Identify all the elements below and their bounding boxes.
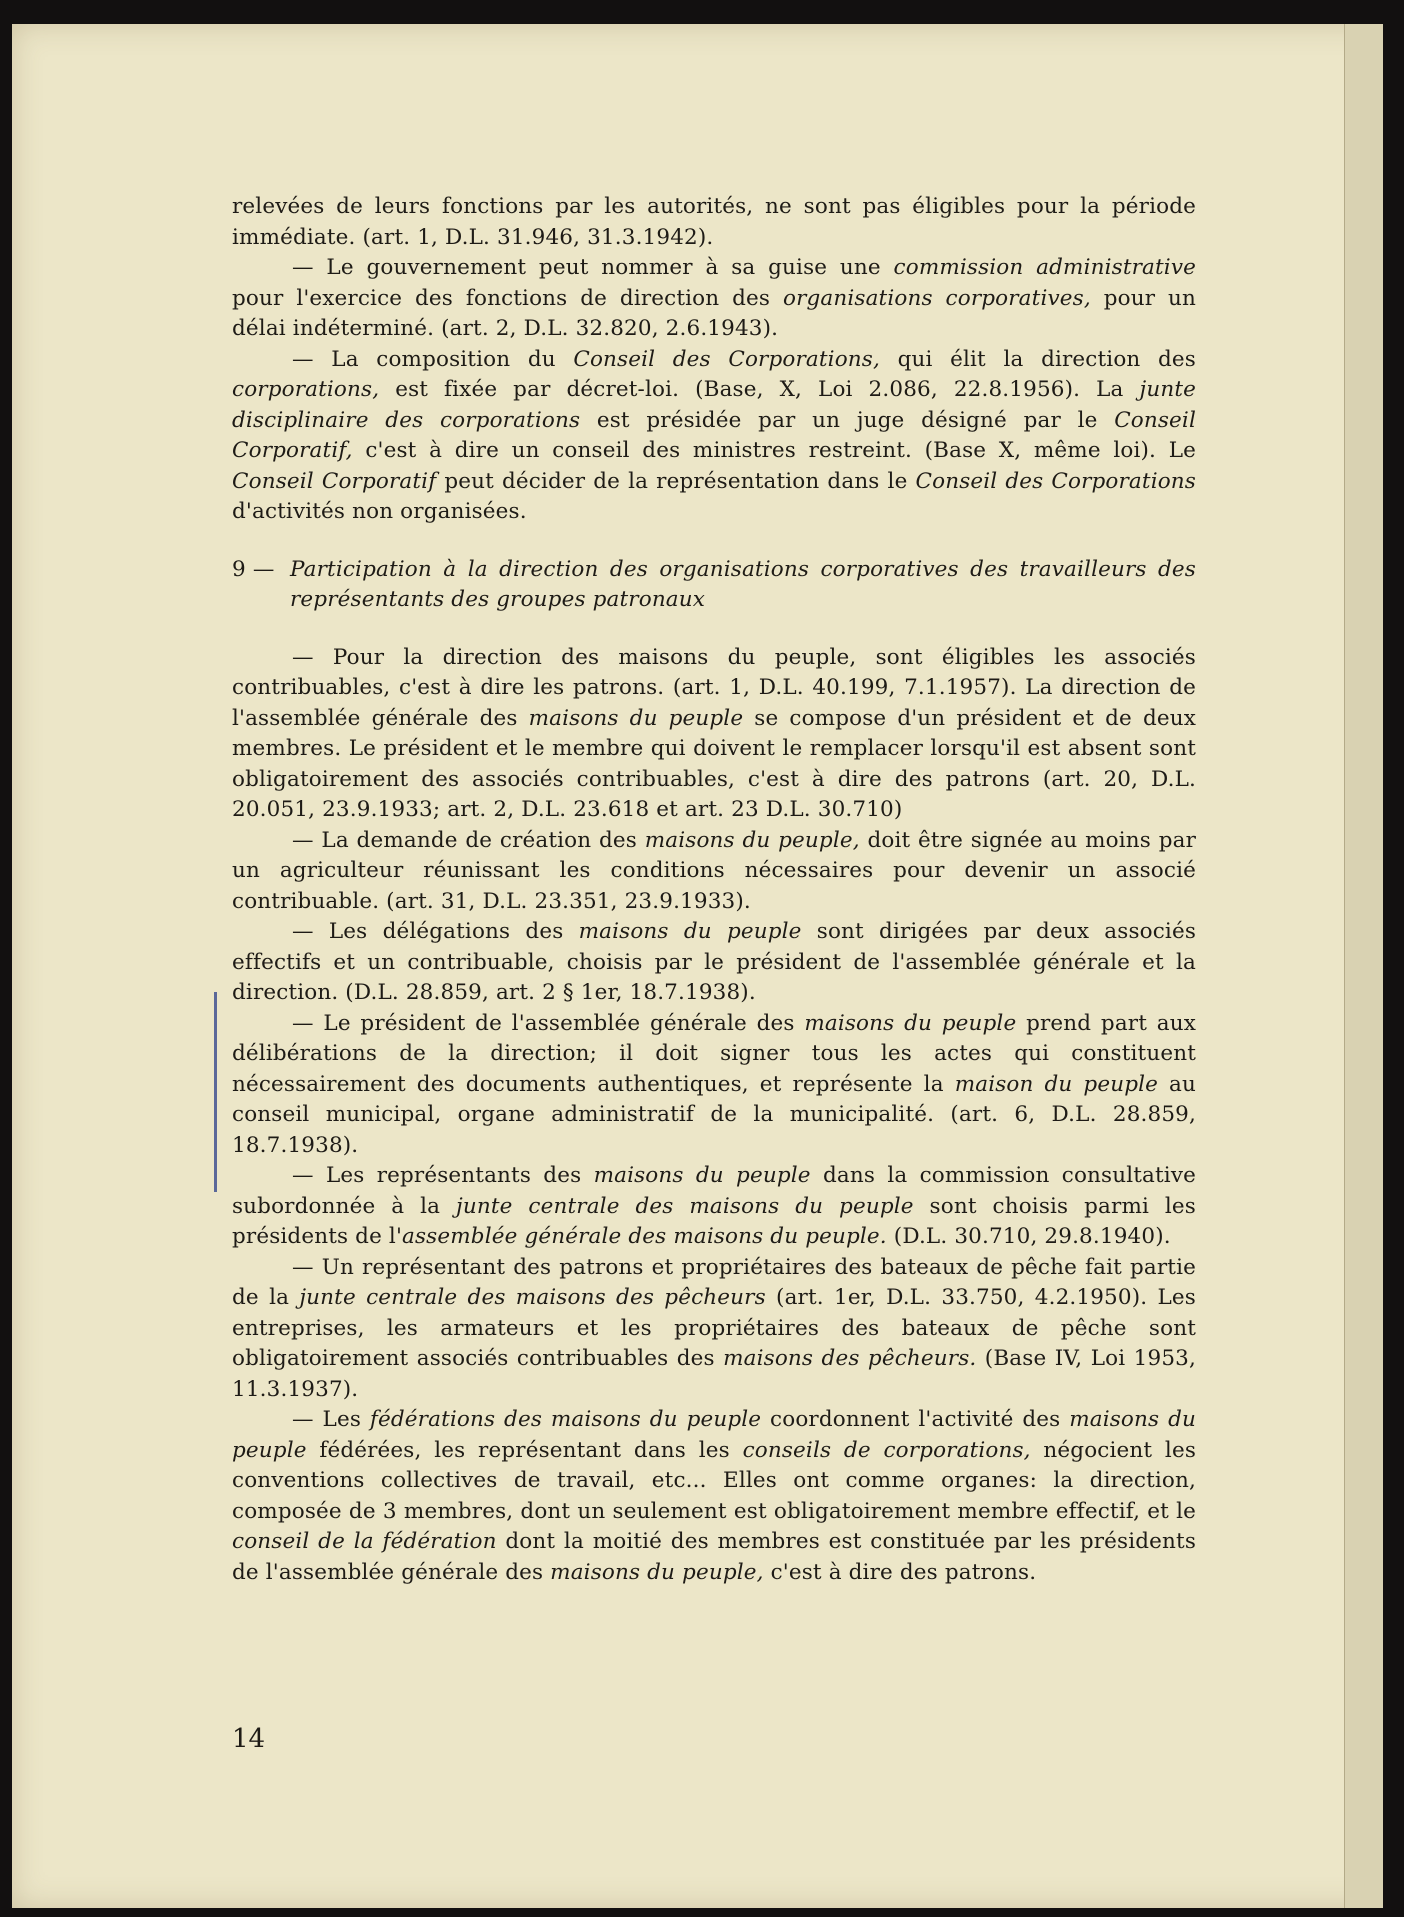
text-run: — Un représentant des patrons et propriétaires des bateaux de pêche fait partie de la [232,1254,1196,1310]
italic-term: corporations, [232,377,380,402]
text-run: négocient les conventions collectives de travail, etc... Elles ont comme organes: la direction, composée de 3 membres, dont un seulement est obligatoirement membre effectif, et le [232,1437,1197,1524]
text-run: — La demande de création des [292,827,645,853]
italic-term: Conseil Corporatif, [232,407,1196,463]
text-run: — La composition du [292,346,574,372]
italic-term: fédérations des maisons du peuple [369,1407,762,1432]
text-run: relevées de leurs fonctions par les autorités, ne sont pas éligibles pour la période immédiate. (art. 1, D.L. 31.946, 31.3.1942). [232,194,1196,250]
text-run: — Les [292,1407,370,1432]
text-run: est présidée par un juge désigné par le [580,407,1115,433]
text-run: doit être signée au moins par un agriculteur réunissant les conditions nécessaires pour devenir un associé contribuable. (art. 31, D.L. 23.351, 23.9.1933). [232,827,1196,914]
text-run: c'est à dire des patrons. [763,1559,1037,1585]
paragraphs-bottom [232,643,1196,1589]
text-run: — Les représentants des [292,1163,594,1188]
text-run: est fixée par décret-loi. (Base, X, Loi 2.086, 22.8.1956). La [379,377,1140,402]
section-heading [232,555,1196,616]
section-number: 9 — [232,556,275,582]
italic-term: conseil de la fédération [232,1529,497,1554]
italic-term: Conseil des Corporations [915,468,1196,494]
paragraph [232,253,1196,345]
italic-term: assemblée générale des maisons du peuple. [402,1224,887,1249]
italic-term: conseils de corporations, [742,1437,1031,1463]
margin-pen-mark [214,992,217,1192]
italic-term: maisons du peuple [528,705,744,731]
text-run: sont choisis parmi les présidents de l' [232,1193,1196,1249]
italic-term: maisons du peuple, [644,827,860,853]
paragraphs-top [232,192,1196,528]
text-run: c'est à dire un conseil des ministres restreint. (Base X, même loi). Le [352,438,1196,463]
text-run: d'activités non organisées. [232,499,527,524]
paragraph [232,1161,1196,1253]
text-run: fédérées, les représentant dans les [306,1437,743,1463]
text-run: sont dirigées par deux associés effectifs et un contribuable, choisis par le président de l'assemblée générale et la direction. (D.L. 28.859, art. 2 § 1er, 18.7.1938). [232,919,1197,1005]
page-number: 14 [232,1724,266,1754]
italic-term: commission administrative [893,255,1196,280]
paragraph [232,192,1196,253]
paragraph [232,643,1196,826]
text-run: qui élit la direction des [879,346,1196,372]
paragraph [232,345,1196,528]
next-page-edge [1344,24,1383,1908]
text-run: pour un délai indéterminé. (art. 2, D.L. 32.820, 2.6.1943). [232,285,1197,341]
italic-term: maisons des pêcheurs. [723,1346,977,1371]
paragraph [232,917,1196,1009]
text-run: pour l'exercice des fonctions de direction des [232,285,783,311]
italic-term: maison du peuple [954,1071,1159,1097]
text-run: peut décider de la représentation dans le [436,468,916,494]
paragraph [232,1405,1196,1588]
italic-term: maisons du peuple, [550,1559,764,1585]
italic-term: junte centrale des maisons des pêcheurs [299,1285,766,1310]
italic-term: Conseil des Corporations, [573,346,880,372]
text-run: dans la commission consultative subordonnée à la [232,1163,1196,1219]
text-run: — Les délégations des [292,919,579,944]
text-run: au conseil municipal, organe administratif de la municipalité. (art. 6, D.L. 28.859, 18.7.1938). [232,1071,1197,1158]
text-run: (D.L. 30.710, 29.8.1940). [886,1224,1171,1249]
paragraph [232,1009,1196,1162]
paragraph [232,826,1196,918]
italic-term: maisons du peuple [232,1407,1196,1463]
text-run: dont la moitié des membres est constituée par les présidents de l'assemblée générale des [232,1529,1197,1585]
text-run: — Le président de l'assemblée générale des [292,1010,805,1036]
body-text [232,192,1196,1588]
section-title: Participation à la direction des organisations corporatives des travailleurs des représentants des groupes patronaux [290,556,1196,612]
italic-term: Conseil Corporatif [232,468,437,494]
italic-term: junte centrale des maisons du peuple [456,1193,914,1219]
italic-term: organisations corporatives, [782,285,1091,311]
paragraph [232,1253,1196,1406]
text-run: coordonnent l'activité des [761,1407,1070,1432]
text-run: (art. 1er, D.L. 33.750, 4.2.1950). Les entreprises, les armateurs et les propriétaires des bateaux de pêche sont obligatoirement associés contribuables des [232,1285,1196,1371]
italic-term: maisons du peuple [578,919,802,944]
italic-term: maisons du peuple [804,1010,1017,1036]
text-run: — Le gouvernement peut nommer à sa guise une [292,255,894,280]
text-run: — Pour la direction des maisons du peuple, sont éligibles les associés contribuables, c'est à dire les patrons. (art. 1, D.L. 40.199, 7.1.1957). La direction de l'assemblée générale des [232,644,1196,731]
text-run: se compose d'un président et de deux membres. Le président et le membre qui doivent le remplacer lorsqu'il est absent sont obligatoirement des associés contribuables, c'est à dire des patrons (art. 20, D.L. 20.051, 23.9.1933; art. 2, D.L. 23.618 et art. 23 D.L. 30.710) [232,705,1196,822]
text-run: (Base IV, Loi 1953, 11.3.1937). [232,1346,1196,1402]
text-run: prend part aux délibérations de la direction; il doit signer tous les actes qui constituent nécessairement des documents authentiques, et représente la [232,1010,1197,1097]
italic-term: junte disciplinaire des corporations [232,377,1196,433]
italic-term: maisons du peuple [593,1163,811,1188]
